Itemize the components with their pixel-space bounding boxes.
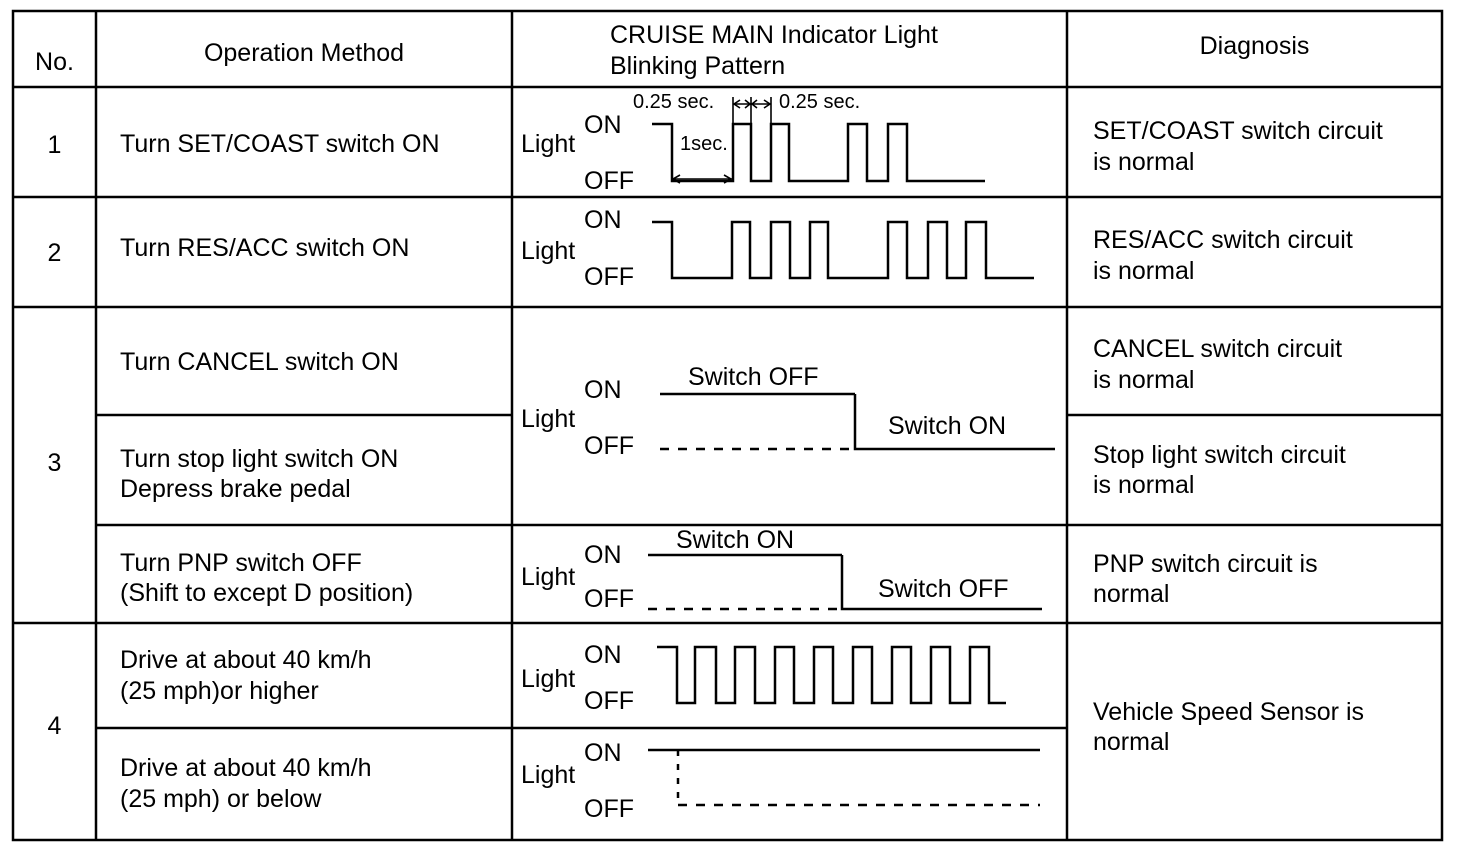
switch-on-label: Switch ON [888,412,1007,440]
header-pattern-line2: Blinking Pattern [610,52,786,80]
diagnosis-text: SET/COAST switch circuit [1093,117,1383,145]
diagnosis-text: is normal [1093,148,1195,176]
diagnosis-text: PNP switch circuit is [1093,550,1318,578]
method-text: Turn PNP switch OFF [120,549,362,577]
diagnosis-text: normal [1093,580,1170,608]
light-label: Light [521,237,576,265]
off-label: OFF [584,687,634,715]
timing-label-quarter: 0.25 sec. [633,91,715,113]
header-pattern-line1: CRUISE MAIN Indicator Light [610,21,938,49]
on-label: ON [584,641,622,669]
off-label: OFF [584,263,634,291]
light-label: Light [521,130,576,158]
method-text: Turn stop light switch ON [120,445,399,473]
method-text: Drive at about 40 km/h [120,754,372,782]
diagnosis-text: RES/ACC switch circuit [1093,226,1353,254]
method-text: Drive at about 40 km/h [120,646,372,674]
waveform-speed-high [657,647,1006,703]
row-number: 2 [47,239,62,267]
method-text: Depress brake pedal [120,475,351,503]
on-label: ON [584,739,622,767]
off-label: OFF [584,432,634,460]
row-number: 4 [47,712,62,740]
diagnosis-text: is normal [1093,257,1195,285]
light-label: Light [521,761,576,789]
header-operation-method: Operation Method [203,39,405,67]
on-label: ON [584,111,622,139]
header-diagnosis: Diagnosis [1199,32,1310,60]
diagnosis-text: is normal [1093,366,1195,394]
off-label: OFF [584,795,634,823]
off-label: OFF [584,167,634,195]
on-label: ON [584,541,622,569]
blinking-pattern-waveforms [648,97,1055,805]
row-number: 3 [47,449,62,477]
diagnosis-text: Vehicle Speed Sensor is [1093,698,1365,726]
on-label: ON [584,206,622,234]
light-label: Light [521,665,576,693]
timing-label-quarter: 0.25 sec. [779,91,861,113]
diagnosis-text: normal [1093,728,1170,756]
on-label: ON [584,376,622,404]
light-label: Light [521,405,576,433]
switch-on-label: Switch ON [676,526,795,554]
timing-label-one-second: 1sec. [680,133,728,155]
light-label: Light [521,563,576,591]
header-no: No. [35,48,74,76]
method-text: Turn CANCEL switch ON [120,348,399,376]
method-text: (25 mph)or higher [120,677,319,705]
switch-off-label: Switch OFF [688,363,819,391]
off-label: OFF [584,585,634,613]
method-text: (25 mph) or below [120,785,322,813]
method-text: Turn SET/COAST switch ON [120,130,440,158]
diagnosis-text: Stop light switch circuit [1093,441,1346,469]
switch-off-label: Switch OFF [878,575,1009,603]
diagnosis-text: CANCEL switch circuit [1093,335,1343,363]
method-text: Turn RES/ACC switch ON [120,234,410,262]
method-text: (Shift to except D position) [120,579,414,607]
row-number: 1 [47,131,62,159]
waveform-res-acc [652,222,1034,278]
diagnosis-text: is normal [1093,471,1195,499]
